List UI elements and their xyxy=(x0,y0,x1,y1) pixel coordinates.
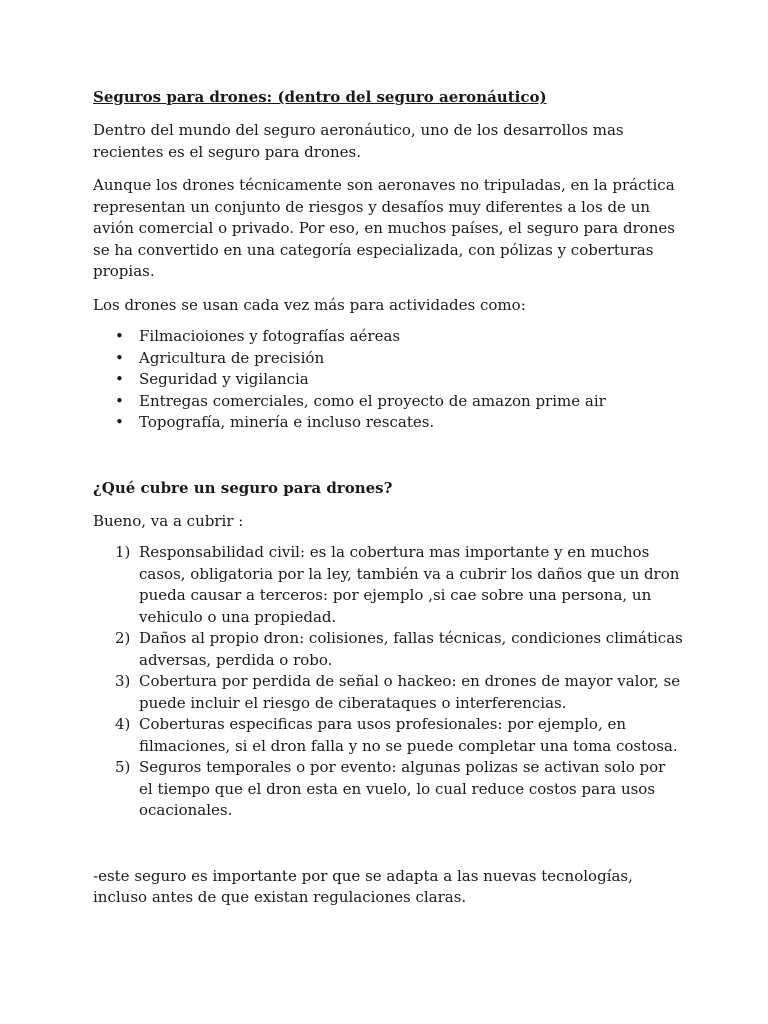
list-item-text: Responsabilidad civil: es la cobertura mas importante y en muchos casos, obligatoria por la ley, también va a cubrir los daños que un dron pueda causar a terceros: por ejemplo ,si cae sobre una persona, un vehiculo o una propiedad. xyxy=(139,543,680,626)
list-item xyxy=(93,369,683,391)
section-heading: ¿Qué cubre un seguro para drones? xyxy=(93,478,393,497)
list-number: 5) xyxy=(115,758,131,776)
list-item-text: Agricultura de precisión xyxy=(139,348,325,367)
list-item-text: Topografía, minería e incluso rescates. xyxy=(139,413,435,431)
list-item-text: Seguridad y vigilancia xyxy=(139,370,309,388)
bullet-icon: • xyxy=(115,370,124,388)
list-item-text: Coberturas especificas para usos profesionales: por ejemplo, en filmaciones, si el dron falla y no se puede completar una toma costosa. xyxy=(139,715,678,755)
list-item-text: Entregas comerciales, como el proyecto de amazon prime air xyxy=(139,391,606,410)
list-number: 2) xyxy=(115,629,131,647)
document-page xyxy=(93,87,683,909)
bullet-icon: • xyxy=(115,348,124,367)
document-title: Seguros para drones: (dentro del seguro aeronáutico) xyxy=(93,88,547,106)
section-intro: Bueno, va a cubrir : xyxy=(93,511,244,530)
list-item xyxy=(93,326,683,348)
intro-paragraph-1: Dentro del mundo del seguro aeronáutico, uno de los desarrollos mas recientes es el seguro para drones. xyxy=(93,121,624,161)
list-item xyxy=(93,628,683,671)
bullet-icon: • xyxy=(115,327,124,345)
list-item-text: Seguros temporales o por evento: algunas polizas se activan solo por el tiempo que el dron esta en vuelo, lo cual reduce costos para usos ocacionales. xyxy=(139,758,666,819)
list-number: 4) xyxy=(115,715,131,733)
bullet-icon: • xyxy=(115,391,124,410)
list-number: 3) xyxy=(115,672,131,690)
intro-paragraph-3: Los drones se usan cada vez más para actividades como: xyxy=(93,295,526,314)
list-item xyxy=(93,757,683,822)
list-item-text: Daños al propio dron: colisiones, fallas técnicas, condiciones climáticas adversas, perdida o robo. xyxy=(139,629,683,669)
list-item xyxy=(93,348,683,370)
intro-paragraph-2: Aunque los drones técnicamente son aeronaves no tripuladas, en la práctica representan un conjunto de riesgos y desafíos muy diferentes a los de un avión comercial o privado. Por eso, en muchos países, el seguro para drones se ha convertido en una categoría especializada, con pólizas y coberturas propias. xyxy=(93,176,675,280)
list-item-text: Cobertura por perdida de señal o hackeo: en drones de mayor valor, se puede incluir el riesgo de ciberataques o interferencias. xyxy=(139,672,681,712)
list-item xyxy=(93,671,683,714)
list-number: 1) xyxy=(115,543,131,561)
list-item xyxy=(93,412,683,434)
uses-bullet-list xyxy=(93,326,683,434)
coverage-numbered-list xyxy=(93,542,683,822)
list-item xyxy=(93,542,683,628)
closing-paragraph: -este seguro es importante por que se adapta a las nuevas tecnologías, incluso antes de que existan regulaciones claras. xyxy=(93,866,633,906)
list-item xyxy=(93,391,683,413)
list-item-text: Filmacioiones y fotografías aéreas xyxy=(139,327,401,345)
bullet-icon: • xyxy=(115,413,124,431)
list-item xyxy=(93,714,683,757)
